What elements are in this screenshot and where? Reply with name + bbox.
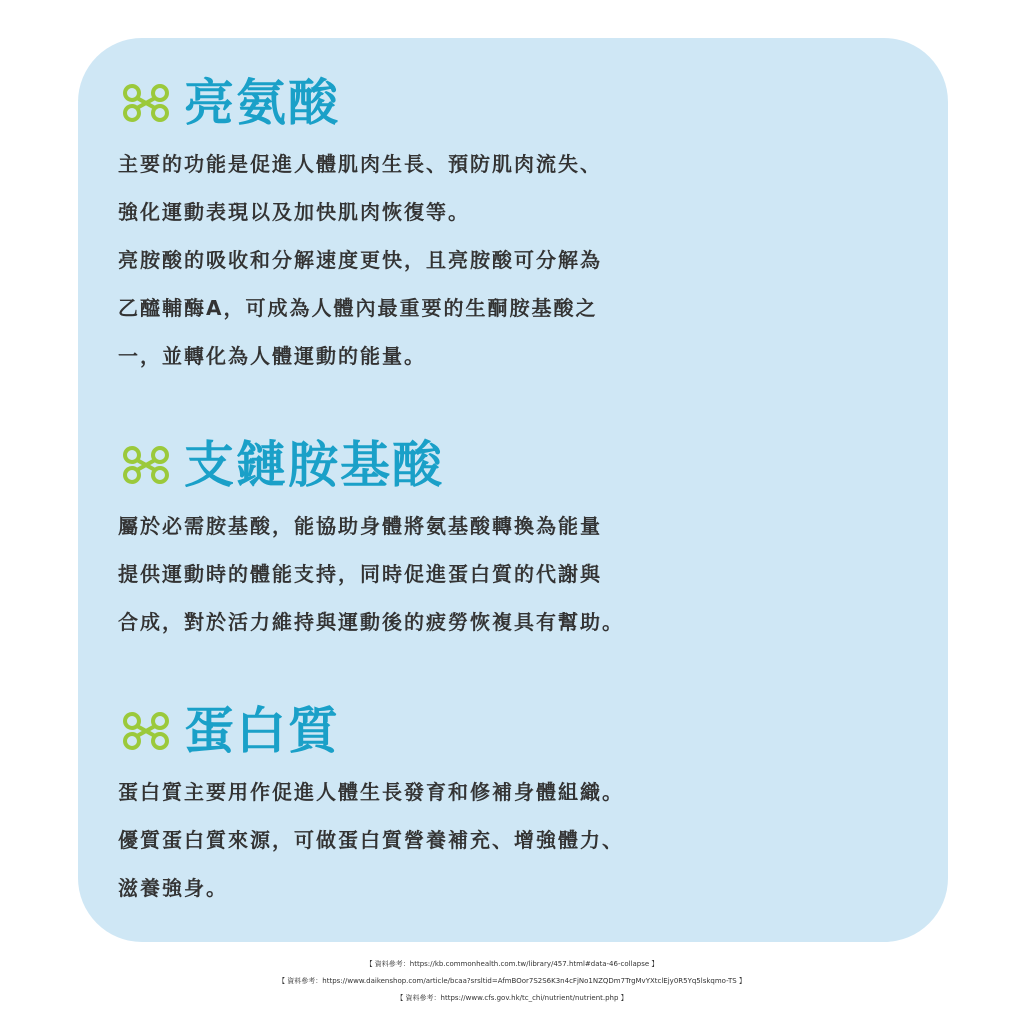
body-line: 一，並轉化為人體運動的能量。 [118, 344, 426, 368]
section-title: 蛋白質 [184, 702, 340, 760]
reference-line: 【 資料參考：https://www.daikenshop.com/article/bcaa?srsltid=AfmBOor7S2S6K3n4cFjNo1NZQDm7TrgMvYXtclEjy0R5Yq5lskqmo-TS 】 [278, 977, 746, 985]
body-line: 優質蛋白質來源，可做蛋白質營養補充、增強體力、 [118, 828, 624, 852]
body-line: 提供運動時的體能支持，同時促進蛋白質的代謝與 [118, 562, 602, 586]
section-title: 亮氨酸 [184, 74, 340, 132]
section-protein [118, 698, 938, 912]
command-key-icon [118, 709, 174, 753]
section-bcaa [118, 432, 938, 646]
command-key-icon [118, 443, 174, 487]
body-line: 滋養強身。 [118, 876, 228, 900]
body-line: 蛋白質主要用作促進人體生長發育和修補身體組織。 [118, 780, 624, 804]
body-line: 亮胺酸的吸收和分解速度更快，且亮胺酸可分解為 [118, 248, 602, 272]
section-body [118, 140, 938, 380]
references [0, 956, 1024, 1007]
body-line: 合成，對於活力維持與運動後的疲勞恢複具有幫助。 [118, 610, 624, 634]
section-heading [118, 698, 938, 764]
body-line: 主要的功能是促進人體肌肉生長、預防肌肉流失、 [118, 152, 602, 176]
section-title: 支鏈胺基酸 [184, 436, 444, 494]
reference-line: 【 資料參考：https://www.cfs.gov.hk/tc_chi/nutrient/nutrient.php 】 [396, 994, 628, 1002]
command-key-icon [118, 81, 174, 125]
section-leucine [118, 70, 938, 380]
section-heading [118, 70, 938, 136]
body-line: 屬於必需胺基酸，能協助身體將氨基酸轉換為能量 [118, 514, 602, 538]
section-heading [118, 432, 938, 498]
body-line: 強化運動表現以及加快肌肉恢復等。 [118, 200, 470, 224]
body-line: 乙醯輔酶A，可成為人體內最重要的生酮胺基酸之 [118, 296, 598, 320]
section-body [118, 502, 938, 646]
section-body [118, 768, 938, 912]
reference-line: 【 資料參考：https://kb.commonhealth.com.tw/library/457.html#data-46-collapse 】 [365, 960, 659, 968]
